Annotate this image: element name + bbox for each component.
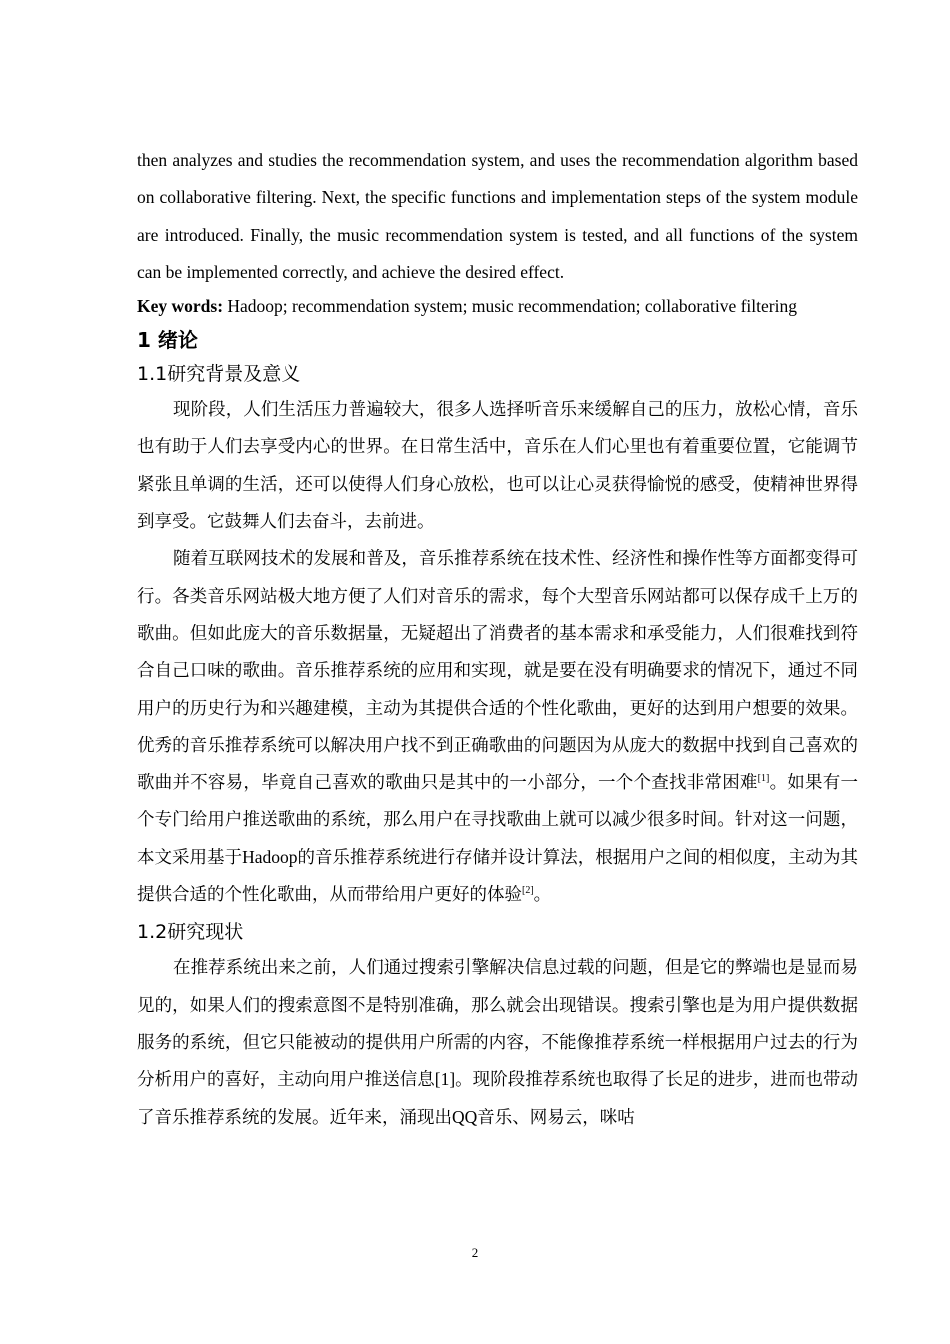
- page-content: [137, 142, 858, 1136]
- page-number: 2: [471, 1245, 479, 1260]
- citation-1: [1]: [757, 773, 770, 785]
- keywords-line: [137, 291, 858, 321]
- keywords-text: Hadoop; recommendation system; music recommendation; collaborative filtering: [223, 296, 797, 317]
- background-paragraph-2-text-a: 随着互联网技术的发展和普及，音乐推荐系统在技术性、经济性和操作性等方面都变得可行。各类音乐网站极大地方便了人们对音乐的需求，每个大型音乐网站都可以保存成千上万的歌曲。但如此庞大的音乐数据量，无疑超出了消费者的基本需求和承受能力，人们很难找到符合自己口味的歌曲。音乐推荐系统的应用和实现，就是要在没有明确要求的情况下，通过不同用户的历史行为和兴趣建模，主动为其提供合适的个性化歌曲，更好的达到用户想要的效果。优秀的音乐推荐系统可以解决用户找不到正确歌曲的问题因为从庞大的数据中找到自己喜欢的歌曲并不容易，毕竟自己喜欢的歌曲只是其中的一小部分，一个个查找非常困难: [137, 548, 858, 793]
- citation-2: [2]: [522, 885, 534, 897]
- section-1-2-heading: 1.2研究现状: [137, 921, 244, 944]
- section-1-heading: 1 绪论: [137, 328, 198, 353]
- background-paragraph-2: [137, 540, 858, 913]
- background-paragraph-2-text-b: 。如果有一个专门给用户推送歌曲的系统，那么用户在寻找歌曲上就可以减少很多时间。针对这一问题，本文采用基于Hadoop的音乐推荐系统进行存储并设计算法，根据用户之间的相似度，主动为其提供合适的个性化歌曲，从而带给用户更好的体验: [137, 772, 859, 905]
- background-paragraph-1: 现阶段，人们生活压力普遍较大，很多人选择听音乐来缓解自己的压力，放松心情，音乐也有助于人们去享受内心的世界。在日常生活中，音乐在人们心里也有着重要位置，它能调节紧张且单调的生活，还可以使得人们身心放松，也可以让心灵获得愉悦的感受，使精神世界得到享受。它鼓舞人们去奋斗，去前进。: [137, 399, 858, 532]
- background-paragraph-2-text-c: 。: [533, 884, 552, 905]
- abstract-paragraph: then analyzes and studies the recommendation system, and uses the recommendation algorithm based on collaborative filtering. Next, the specific functions and implementation steps of the system module are introduced. Finally, the music recommendation system is tested, and all functions of the system can be implemented correctly, and achieve the desired effect.: [137, 150, 858, 282]
- keywords-label: Key words:: [137, 296, 224, 317]
- status-paragraph-1: 在推荐系统出来之前，人们通过搜索引擎解决信息过载的问题，但是它的弊端也是显而易见的，如果人们的搜索意图不是特别准确，那么就会出现错误。搜索引擎也是为用户提供数据服务的系统，但它只能被动的提供用户所需的内容，不能像推荐系统一样根据用户过去的行为分析用户的喜好，主动向用户推送信息[1]。现阶段推荐系统也取得了长足的进步，进而也带动了音乐推荐系统的发展。近年来，涌现出QQ音乐、网易云，咪咕: [137, 957, 858, 1127]
- section-1-1-heading: 1.1研究背景及意义: [137, 363, 301, 386]
